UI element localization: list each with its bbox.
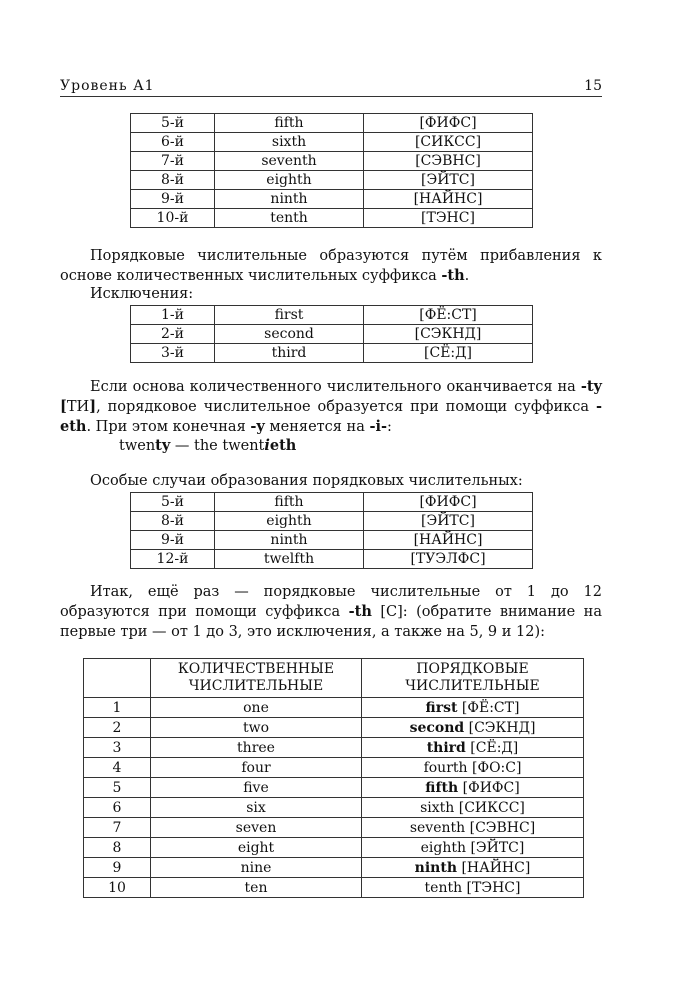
ordinal-russian: 9-й [131, 190, 215, 209]
ordinal-russian: 7-й [131, 152, 215, 171]
ordinal-russian: 1-й [131, 306, 215, 325]
page-number: 15 [584, 78, 602, 94]
ordinal-russian: 12-й [131, 550, 215, 569]
ordinal-word: seventh [409, 819, 466, 836]
ordinal-word: second [409, 719, 465, 736]
transcription: [ФИФС] [364, 114, 533, 133]
ordinal-english: second [215, 325, 364, 344]
table-row [84, 718, 584, 738]
table-row [84, 818, 584, 838]
ordinal-transcription: [СИКСС] [454, 799, 525, 816]
ordinal-english: third [215, 344, 364, 363]
header-cardinal: КОЛИЧЕСТВЕННЫЕ ЧИСЛИТЕЛЬНЫЕ [151, 659, 362, 698]
ordinal-english: fifth [215, 493, 364, 512]
cardinal-cell: nine [151, 858, 362, 878]
number-cell: 1 [84, 698, 151, 718]
number-cell: 10 [84, 878, 151, 898]
page-header [60, 78, 602, 97]
transcription: [СЭВНС] [364, 152, 533, 171]
transcription: [НАЙНС] [364, 190, 533, 209]
number-cell: 4 [84, 758, 151, 778]
cardinal-cell: one [151, 698, 362, 718]
ordinal-table-exceptions [130, 305, 533, 363]
ordinal-word: tenth [424, 879, 463, 896]
ordinal-english: twelfth [215, 550, 364, 569]
header-cell-empty [84, 659, 151, 698]
special-cases-label: Особые случаи образования порядковых числительных: [90, 473, 523, 489]
table-row [131, 133, 533, 152]
ordinal-english: fifth [215, 114, 364, 133]
ordinal-russian: 10-й [131, 209, 215, 228]
ordinal-cell [362, 738, 584, 758]
number-cell: 6 [84, 798, 151, 818]
ordinal-russian: 8-й [131, 171, 215, 190]
table-row [84, 738, 584, 758]
ordinal-english: seventh [215, 152, 364, 171]
ordinal-russian: 5-й [131, 493, 215, 512]
cardinal-cell: four [151, 758, 362, 778]
ordinal-transcription: [НАЙНС] [457, 859, 531, 876]
table-row [131, 344, 533, 363]
ordinal-cell [362, 798, 584, 818]
transcription: [ЭЙТС] [364, 171, 533, 190]
ordinal-transcription: [ТЭНС] [462, 879, 521, 896]
cardinal-ordinal-table [83, 658, 584, 898]
table-row [84, 758, 584, 778]
number-cell: 3 [84, 738, 151, 758]
ordinal-transcription: [СЁ:Д] [465, 739, 519, 756]
ordinal-cell [362, 818, 584, 838]
transcription: [СЭКНД] [364, 325, 533, 344]
table-row [131, 209, 533, 228]
ordinal-transcription: [ФО:С] [467, 759, 522, 776]
ordinal-transcription: [СЭВНС] [465, 819, 536, 836]
transcription: [СЁ:Д] [364, 344, 533, 363]
table-row [131, 531, 533, 550]
table-row [84, 838, 584, 858]
table-row [131, 325, 533, 344]
ordinal-english: eighth [215, 171, 364, 190]
table-row [131, 152, 533, 171]
number-cell: 8 [84, 838, 151, 858]
ordinal-table-regular [130, 113, 533, 228]
transcription: [НАЙНС] [364, 531, 533, 550]
ordinal-english: sixth [215, 133, 364, 152]
transcription: [СИКСС] [364, 133, 533, 152]
table-row [84, 778, 584, 798]
cardinal-cell: seven [151, 818, 362, 838]
ordinal-russian: 2-й [131, 325, 215, 344]
ordinal-word: eighth [420, 839, 467, 856]
ordinal-transcription: [СЭКНД] [464, 719, 536, 736]
table-row [131, 550, 533, 569]
number-cell: 5 [84, 778, 151, 798]
table-row [131, 171, 533, 190]
ordinal-english: ninth [215, 531, 364, 550]
transcription: [ФЁ:СТ] [364, 306, 533, 325]
ordinal-transcription: [ЭЙТС] [466, 839, 525, 856]
table-row [131, 306, 533, 325]
table-row [131, 190, 533, 209]
ordinal-cell [362, 878, 584, 898]
table-row [84, 798, 584, 818]
ordinal-cell [362, 698, 584, 718]
ordinal-word: fourth [423, 759, 468, 776]
ordinal-russian: 3-й [131, 344, 215, 363]
cardinal-cell: five [151, 778, 362, 798]
cardinal-cell: three [151, 738, 362, 758]
ordinal-cell [362, 718, 584, 738]
ordinal-english: ninth [215, 190, 364, 209]
ordinal-cell [362, 778, 584, 798]
ordinal-english: tenth [215, 209, 364, 228]
paragraph-summary: Итак, ещё раз — порядковые числительные от 1 до 12 образуются при помощи суффикса -th [С]: (обратите внимание на первые три — от 1 до 3, это исключения, а также на 5, 9 и 12): [60, 584, 602, 640]
number-cell: 7 [84, 818, 151, 838]
ordinal-word: fifth [425, 779, 459, 796]
level-title: Уровень А1 [60, 78, 155, 94]
cardinal-cell: two [151, 718, 362, 738]
table-row [84, 878, 584, 898]
transcription: [ТУЭЛФС] [364, 550, 533, 569]
ordinal-word: third [426, 739, 466, 756]
ordinal-cell [362, 858, 584, 878]
ordinal-word: ninth [414, 859, 457, 876]
exceptions-label: Исключения: [90, 286, 194, 302]
ordinal-cell [362, 758, 584, 778]
ordinal-russian: 9-й [131, 531, 215, 550]
table-row [84, 698, 584, 718]
ordinal-cell [362, 838, 584, 858]
ordinal-transcription: [ФЁ:СТ] [457, 699, 520, 716]
transcription: [ТЭНС] [364, 209, 533, 228]
paragraph-rule-eth: Если основа количественного числительного оканчивается на -ty [ТИ], порядковое числительное образуется при помощи суффикса -eth. При этом конечная -y меняется на -i-: [60, 378, 602, 435]
ordinal-russian: 8-й [131, 512, 215, 531]
paragraph-rule-th: Порядковые числительные образуются путём прибавления к основе количественных числительных суффикса -th. [60, 248, 602, 284]
table-row [84, 858, 584, 878]
header-ordinal: ПОРЯДКОВЫЕ ЧИСЛИТЕЛЬНЫЕ [362, 659, 584, 698]
cardinal-cell: six [151, 798, 362, 818]
ordinal-russian: 6-й [131, 133, 215, 152]
table-header-row [84, 659, 584, 698]
example-twentieth: twenty — the twentieth [119, 437, 297, 454]
ordinal-russian: 5-й [131, 114, 215, 133]
table-row [131, 114, 533, 133]
number-cell: 2 [84, 718, 151, 738]
ordinal-word: sixth [420, 799, 455, 816]
cardinal-cell: eight [151, 838, 362, 858]
cardinal-cell: ten [151, 878, 362, 898]
table-row [131, 512, 533, 531]
table-row [131, 493, 533, 512]
number-cell: 9 [84, 858, 151, 878]
ordinal-english: first [215, 306, 364, 325]
transcription: [ФИФС] [364, 493, 533, 512]
ordinal-word: first [425, 699, 458, 716]
transcription: [ЭЙТС] [364, 512, 533, 531]
ordinal-transcription: [ФИФС] [458, 779, 520, 796]
ordinal-table-special [130, 492, 533, 569]
ordinal-english: eighth [215, 512, 364, 531]
